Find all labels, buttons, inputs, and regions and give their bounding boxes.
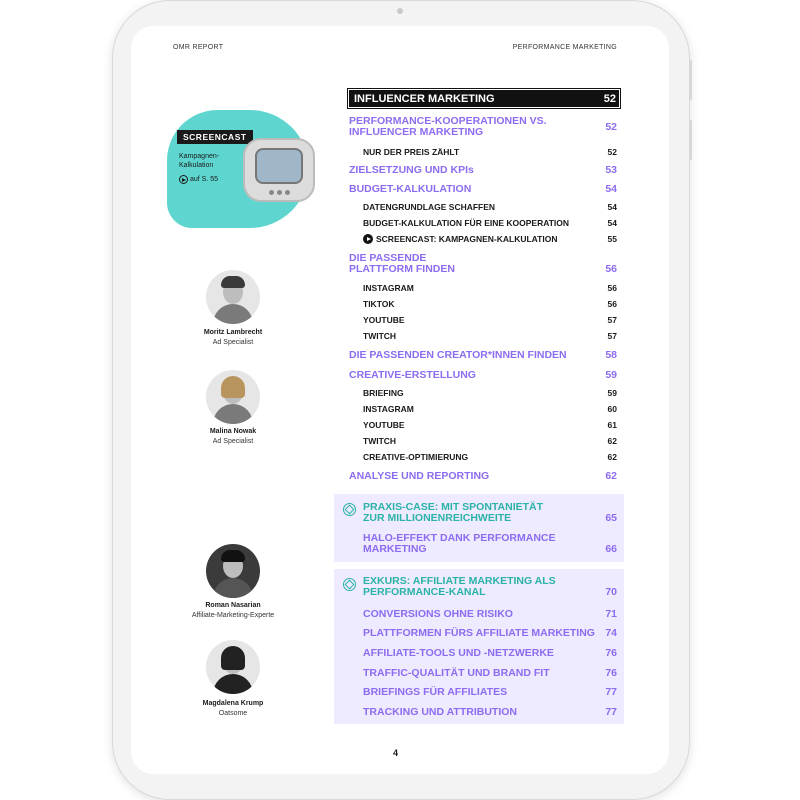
tv-knob [285,190,290,195]
toc-entry-page: 59 [607,388,617,398]
toc-entry[interactable] [349,471,617,482]
toc-entry-label: INSTAGRAM [363,404,414,414]
person-role: Ad Specialist [212,438,254,445]
screencast-subtitle-line2: Kalkulation [179,162,214,169]
avatar-hair [221,646,245,670]
person-name: Magdalena Krump [202,700,264,707]
toc-entry-page: 54 [607,218,617,228]
toc-entry[interactable] [349,116,617,138]
toc-entry-label [349,253,579,275]
running-header-left: OMR REPORT [173,44,224,51]
toc-entry-page: 56 [605,263,617,275]
avatar [206,370,260,424]
toc-entry-page: 76 [605,647,617,659]
toc-entry-label: ANALYSE UND REPORTING [349,470,490,482]
toc-entry-label [363,533,573,555]
avatar-hair [221,376,245,398]
toc-entry-exkurs[interactable] [363,648,617,659]
person-name: Moritz Lambrecht [203,329,263,336]
toc-entry-page: 56 [607,283,617,293]
toc-subentry[interactable] [363,436,617,446]
retro-tv-icon [243,138,315,202]
toc-entry-page: 52 [607,147,617,157]
toc-entry-praxis[interactable] [363,533,617,555]
praxis-case-icon [343,503,356,516]
toc-entry-label-line2: INFLUENCER MARKETING [349,126,484,138]
toc-entry-exkurs[interactable] [363,707,617,718]
toc-entry-label-line1: PERFORMANCE-KOOPERATIONEN VS. [349,115,547,127]
running-header-right: PERFORMANCE MARKETING [512,44,617,51]
toc-entry-page: 71 [605,608,617,620]
toc-entry-label: TRACKING UND ATTRIBUTION [363,706,517,718]
avatar-hair [221,276,245,288]
toc-heading[interactable] [349,90,619,107]
toc-entry-page: 77 [605,706,617,718]
toc-subentry[interactable] [363,283,617,293]
toc-entry-page: 62 [607,452,617,462]
toc-entry[interactable] [349,165,617,176]
toc-entry-label-line2: MARKETING [363,543,427,555]
toc-entry-label: TIKTOK [363,299,395,309]
power-button [689,120,692,160]
toc-heading-label: INFLUENCER MARKETING [354,92,495,105]
avatar-body [213,578,253,598]
toc-entry-label: BRIEFINGS FÜR AFFILIATES [363,686,508,698]
play-icon [363,234,373,244]
toc-entry-label: TWITCH [363,331,397,341]
avatar [206,640,260,694]
toc-entry-exkurs[interactable] [363,668,617,679]
screencast-ref-text: auf S. 55 [190,176,219,183]
page-number: 4 [393,748,399,758]
toc-entry-exkurs[interactable] [363,576,617,598]
toc-entry-label: TRAFFIC-QUALITÄT UND BRAND FIT [363,667,550,679]
toc-entry-label: YOUTUBE [363,315,405,325]
toc-subentry[interactable] [363,147,617,157]
toc-entry-label: CREATIVE-ERSTELLUNG [349,369,476,381]
toc-entry-label: DIE PASSENDEN CREATOR*INNEN FINDEN [349,349,567,361]
toc-entry-label: AFFILIATE-TOOLS UND -NETZWERKE [363,647,554,659]
toc-entry-label: NUR DER PREIS ZÄHLT [363,147,460,157]
toc-entry-label [363,234,557,244]
toc-entry-page: 54 [605,183,617,195]
tv-knob [269,190,274,195]
toc-entry[interactable] [349,253,617,275]
toc-heading-page: 52 [603,92,616,105]
screencast-ref[interactable] [179,175,218,184]
toc-entry-page: 77 [605,686,617,698]
toc-entry-label: BRIEFING [363,388,404,398]
toc-entry-praxis[interactable] [363,502,617,524]
person-role: Affiliate-Marketing-Experte [191,612,275,619]
toc-entry-label: ZIELSETZUNG UND KPIs [349,164,474,176]
toc-entry-page: 57 [607,315,617,325]
toc-subentry[interactable] [363,202,617,212]
screencast-subtitle [179,152,239,170]
toc-entry-page: 74 [605,627,617,639]
toc-entry-label-line2: PLATTFORM FINDEN [349,263,455,275]
toc-entry-page: 53 [605,164,617,176]
toc-entry-label-line1: DIE PASSENDE [349,252,427,264]
toc-entry-page: 65 [605,512,617,524]
toc-entry-label: PLATTFORMEN FÜRS AFFILIATE MARKETING [363,627,595,639]
toc-entry[interactable] [349,350,617,361]
tv-screen [255,148,303,184]
toc-entry-page: 70 [605,586,617,598]
toc-entry-label-line1: PRAXIS-CASE: MIT SPONTANIETÄT [363,501,544,513]
toc-entry[interactable] [349,184,617,195]
toc-entry-page: 62 [605,470,617,482]
toc-entry-label-line1: HALO-EFFEKT DANK PERFORMANCE [363,532,556,544]
toc-entry-label [363,502,573,524]
toc-subentry[interactable] [363,331,617,341]
toc-subentry[interactable] [363,299,617,309]
play-icon [179,175,188,184]
camera-icon [397,8,403,14]
toc-entry-exkurs[interactable] [363,687,617,698]
toc-entry-page: 60 [607,404,617,414]
toc-entry-label: CREATIVE-OPTIMIERUNG [363,452,469,462]
toc-entry-page: 62 [607,436,617,446]
toc-entry-exkurs[interactable] [363,609,617,620]
toc-entry-label [363,576,573,598]
toc-entry-page: 55 [607,234,617,244]
toc-entry-page: 52 [605,121,617,133]
toc-entry-page: 66 [605,543,617,555]
person-name: Malina Nowak [209,428,257,435]
volume-button [689,60,692,100]
toc-entry-label: YOUTUBE [363,420,405,430]
toc-entry-page: 56 [607,299,617,309]
toc-subentry[interactable] [363,388,617,398]
exkurs-icon [343,578,356,591]
avatar-body [213,674,253,694]
avatar [206,544,260,598]
toc-entry-label: BUDGET-KALKULATION FÜR EINE KOOPERATION [363,218,570,228]
screencast-label: SCREENCAST [177,130,253,144]
tv-knob [277,190,282,195]
toc-entry-page: 61 [607,420,617,430]
avatar-body [213,304,253,324]
toc-entry-label-line1: EXKURS: AFFILIATE MARKETING ALS [363,575,556,587]
toc-entry-label-line2: PERFORMANCE-KANAL [363,586,486,598]
toc-subentry[interactable] [363,218,617,228]
toc-entry-page: 76 [605,667,617,679]
toc-entry-page: 57 [607,331,617,341]
toc-entry-page: 54 [607,202,617,212]
person-role: Ad Specialist [212,339,254,346]
person-role: Oatsome [218,710,248,717]
screencast-subtitle-line1: Kampagnen- [179,153,220,160]
toc-subentry[interactable] [363,420,617,430]
toc-entry-label: CONVERSIONS OHNE RISIKO [363,608,513,620]
person-name: Roman Nasarian [205,602,261,609]
document-page [131,26,669,774]
toc-subentry[interactable] [363,452,617,462]
toc-entry-label-text: SCREENCAST: KAMPAGNEN-KALKULATION [376,234,558,244]
toc-entry-label: BUDGET-KALKULATION [349,183,472,195]
toc-entry[interactable] [349,370,617,381]
toc-entry-page: 58 [605,349,617,361]
toc-entry-label [349,116,579,138]
toc-entry-page: 59 [605,369,617,381]
avatar [206,270,260,324]
toc-subentry[interactable] [363,315,617,325]
avatar-body [213,404,253,424]
toc-entry-label: INSTAGRAM [363,283,414,293]
toc-entry-label-line2: ZUR MILLIONENREICHWEITE [363,512,512,524]
avatar-hair [221,550,245,562]
toc-entry-exkurs[interactable] [363,628,617,639]
toc-entry-label: DATENGRUNDLAGE SCHAFFEN [363,202,496,212]
toc-subentry[interactable] [363,404,617,414]
toc-entry-label: TWITCH [363,436,397,446]
toc-subentry-screencast[interactable] [363,234,617,244]
